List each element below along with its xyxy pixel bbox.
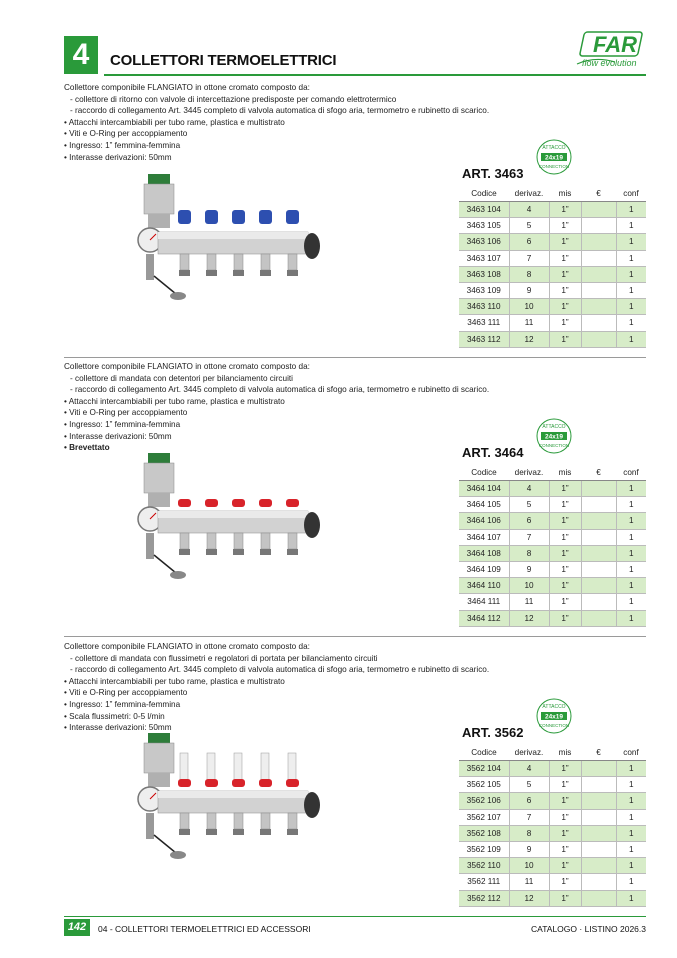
table-row — [459, 610, 646, 626]
table-cell: 1 — [616, 202, 646, 218]
description-bullet: • Viti e O-Ring per accoppiamento — [64, 129, 188, 139]
table-cell: 3463 112 — [459, 331, 509, 347]
description-bullet: • Attacchi intercambiabili per tubo rame, plastica e multistrato — [64, 676, 285, 686]
table-cell: 3464 108 — [459, 545, 509, 561]
table-cell — [581, 202, 616, 218]
description-sub-item: - collettore di mandata con detentori per bilanciamento circuiti — [70, 373, 293, 383]
description-bullet-bold: • Brevettato — [64, 443, 110, 453]
table-header-cell: derivaz. — [509, 186, 549, 202]
table-cell: 1 — [616, 777, 646, 793]
table-row — [459, 594, 646, 610]
table-cell: 1” — [549, 858, 581, 874]
table-header-cell: conf — [616, 745, 646, 761]
chapter-number: 4 — [64, 36, 98, 74]
manifold-product-image — [128, 731, 328, 871]
badge-top-text: ATTACCO — [542, 145, 566, 151]
badge-bottom-text: CONNECTION — [538, 723, 570, 728]
table-cell: 3464 112 — [459, 610, 509, 626]
description-intro: Collettore componibile FLANGIATO in ottone cromato composto da: — [64, 362, 310, 371]
table-cell: 3562 104 — [459, 761, 509, 777]
table-row — [459, 282, 646, 298]
table-cell: 1” — [549, 545, 581, 561]
table-cell: 1” — [549, 841, 581, 857]
description-sub-item: - collettore di mandata con flussimetri e regolatori di portata per bilanciamento circuiti — [70, 653, 378, 663]
table-row — [459, 545, 646, 561]
table-cell: 12 — [509, 331, 549, 347]
table-cell — [581, 250, 616, 266]
table-cell: 7 — [509, 809, 549, 825]
description-sub-item: - raccordo di collegamento Art. 3445 completo di valvola automatica di sfogo aria, termometro e rubinetto di scarico. — [70, 385, 490, 395]
table-cell: 8 — [509, 825, 549, 841]
price-table — [459, 745, 646, 907]
badge-bottom-text: CONNECTION — [538, 164, 570, 169]
table-cell: 1 — [616, 561, 646, 577]
table-cell: 3463 109 — [459, 282, 509, 298]
article-code: ART. 3562 — [462, 725, 524, 740]
table-cell: 10 — [509, 858, 549, 874]
table-header-cell: € — [581, 186, 616, 202]
table-row — [459, 234, 646, 250]
table-row — [459, 841, 646, 857]
manifold-product-image — [128, 172, 328, 312]
description-bullet: • Interasse derivazioni: 50mm — [64, 431, 172, 441]
badge-top-text: ATTACCO — [542, 424, 566, 430]
table-cell: 11 — [509, 315, 549, 331]
table-cell: 8 — [509, 545, 549, 561]
table-cell: 11 — [509, 594, 549, 610]
logo-wordmark: FAR — [593, 32, 637, 57]
table-cell: 1” — [549, 761, 581, 777]
footer-catalog: CATALOGO · LISTINO 2026.3 — [531, 924, 646, 934]
table-header-cell: mis — [549, 186, 581, 202]
page-title: COLLETTORI TERMOELETTRICI — [110, 52, 337, 69]
table-cell — [581, 282, 616, 298]
table-cell — [581, 874, 616, 890]
table-cell: 1 — [616, 874, 646, 890]
table-cell: 1” — [549, 282, 581, 298]
table-cell — [581, 841, 616, 857]
table-header-cell: derivaz. — [509, 745, 549, 761]
connection-badge-icon — [535, 417, 573, 455]
table-cell — [581, 610, 616, 626]
table-cell: 1” — [549, 777, 581, 793]
section-divider — [64, 636, 646, 637]
table-cell: 1” — [549, 874, 581, 890]
table-cell: 4 — [509, 761, 549, 777]
table-row — [459, 250, 646, 266]
manifold-product-image — [128, 451, 328, 591]
table-cell: 3562 110 — [459, 858, 509, 874]
table-cell: 3464 111 — [459, 594, 509, 610]
badge-size-text: 24x19 — [544, 713, 564, 721]
table-row — [459, 299, 646, 315]
table-header-cell: Codice — [459, 465, 509, 481]
table-cell: 1 — [616, 266, 646, 282]
table-cell: 1 — [616, 299, 646, 315]
table-cell: 9 — [509, 561, 549, 577]
section-description — [64, 361, 489, 454]
table-cell: 1 — [616, 497, 646, 513]
table-cell: 8 — [509, 266, 549, 282]
table-cell: 1 — [616, 282, 646, 298]
table-cell: 3562 109 — [459, 841, 509, 857]
table-header-cell: mis — [549, 465, 581, 481]
table-cell — [581, 331, 616, 347]
table-cell: 1 — [616, 250, 646, 266]
table-cell: 3464 110 — [459, 578, 509, 594]
section-description — [64, 82, 489, 163]
table-cell — [581, 299, 616, 315]
table-cell: 11 — [509, 874, 549, 890]
table-cell: 1” — [549, 529, 581, 545]
badge-top-text: ATTACCO — [542, 704, 566, 710]
table-cell: 1 — [616, 809, 646, 825]
description-bullet: • Viti e O-Ring per accoppiamento — [64, 408, 188, 418]
table-cell — [581, 761, 616, 777]
table-cell: 3562 112 — [459, 890, 509, 906]
description-bullet: • Ingresso: 1” femmina-femmina — [64, 699, 181, 709]
description-bullet: • Viti e O-Ring per accoppiamento — [64, 688, 188, 698]
table-cell — [581, 497, 616, 513]
table-cell: 1” — [549, 793, 581, 809]
table-cell: 1 — [616, 761, 646, 777]
table-header-cell: Codice — [459, 745, 509, 761]
table-cell: 1 — [616, 234, 646, 250]
badge-bottom-text: CONNECTION — [538, 443, 570, 448]
table-cell — [581, 218, 616, 234]
table-header-cell: mis — [549, 745, 581, 761]
table-cell: 3562 107 — [459, 809, 509, 825]
table-row — [459, 529, 646, 545]
table-cell: 3463 107 — [459, 250, 509, 266]
table-cell — [581, 481, 616, 497]
table-cell: 6 — [509, 513, 549, 529]
description-bullet: • Ingresso: 1” femmina-femmina — [64, 419, 181, 429]
table-cell: 1 — [616, 793, 646, 809]
table-cell — [581, 594, 616, 610]
table-cell: 6 — [509, 234, 549, 250]
table-header-cell: conf — [616, 465, 646, 481]
table-cell: 1” — [549, 331, 581, 347]
table-row — [459, 561, 646, 577]
table-cell: 1” — [549, 890, 581, 906]
table-cell: 3463 111 — [459, 315, 509, 331]
page-number: 142 — [64, 919, 90, 936]
description-sub-item: - raccordo di collegamento Art. 3445 completo di valvola automatica di sfogo aria, termometro e rubinetto di scarico. — [70, 665, 490, 675]
article-code: ART. 3463 — [462, 166, 524, 181]
table-cell — [581, 858, 616, 874]
table-cell: 1” — [549, 610, 581, 626]
table-row — [459, 202, 646, 218]
table-row — [459, 809, 646, 825]
footer-divider — [64, 916, 646, 917]
table-row — [459, 874, 646, 890]
table-cell: 3463 110 — [459, 299, 509, 315]
description-bullet: • Scala flussimetri: 0-5 l/min — [64, 711, 165, 721]
table-row — [459, 777, 646, 793]
table-cell: 1 — [616, 594, 646, 610]
table-cell: 3464 105 — [459, 497, 509, 513]
table-cell: 9 — [509, 841, 549, 857]
table-cell: 1 — [616, 218, 646, 234]
table-cell: 1 — [616, 578, 646, 594]
table-row — [459, 497, 646, 513]
price-table — [459, 465, 646, 627]
table-cell: 10 — [509, 578, 549, 594]
table-cell: 3463 105 — [459, 218, 509, 234]
description-bullet: • Attacchi intercambiabili per tubo rame, plastica e multistrato — [64, 396, 285, 406]
description-bullet: • Attacchi intercambiabili per tubo rame, plastica e multistrato — [64, 117, 285, 127]
table-cell: 1” — [549, 266, 581, 282]
table-cell: 1” — [549, 315, 581, 331]
table-cell — [581, 266, 616, 282]
description-bullet: • Interasse derivazioni: 50mm — [64, 723, 172, 733]
table-cell: 7 — [509, 529, 549, 545]
table-cell: 9 — [509, 282, 549, 298]
table-cell: 3562 105 — [459, 777, 509, 793]
table-cell: 1 — [616, 545, 646, 561]
table-cell: 1” — [549, 497, 581, 513]
table-cell: 3464 106 — [459, 513, 509, 529]
table-cell: 1 — [616, 858, 646, 874]
table-cell: 1 — [616, 529, 646, 545]
table-cell: 1” — [549, 250, 581, 266]
table-cell: 1” — [549, 513, 581, 529]
table-cell: 1” — [549, 825, 581, 841]
table-row — [459, 513, 646, 529]
connection-badge-icon — [535, 138, 573, 176]
table-cell — [581, 513, 616, 529]
price-table — [459, 186, 646, 348]
table-cell — [581, 234, 616, 250]
table-cell: 1” — [549, 218, 581, 234]
table-cell: 12 — [509, 890, 549, 906]
table-cell — [581, 890, 616, 906]
footer-chapter: 04 - COLLETTORI TERMOELETTRICI ED ACCESSORI — [98, 924, 311, 934]
table-cell — [581, 578, 616, 594]
table-cell: 1” — [549, 299, 581, 315]
table-cell: 1” — [549, 809, 581, 825]
table-cell: 1 — [616, 610, 646, 626]
logo-tagline: flow evolution — [582, 58, 637, 68]
table-row — [459, 793, 646, 809]
table-cell — [581, 793, 616, 809]
table-cell: 3463 106 — [459, 234, 509, 250]
table-cell: 5 — [509, 777, 549, 793]
table-header-cell: derivaz. — [509, 465, 549, 481]
table-row — [459, 761, 646, 777]
table-row — [459, 578, 646, 594]
table-cell — [581, 545, 616, 561]
table-cell: 1” — [549, 202, 581, 218]
table-cell: 1 — [616, 890, 646, 906]
connection-badge-icon — [535, 697, 573, 735]
description-intro: Collettore componibile FLANGIATO in ottone cromato composto da: — [64, 83, 310, 92]
table-cell — [581, 561, 616, 577]
table-cell: 5 — [509, 497, 549, 513]
table-cell: 10 — [509, 299, 549, 315]
table-cell: 3562 108 — [459, 825, 509, 841]
table-cell: 1” — [549, 481, 581, 497]
table-cell: 3562 106 — [459, 793, 509, 809]
description-sub-item: - collettore di ritorno con valvole di intercettazione predisposte per comando elettrotermico — [70, 94, 397, 104]
section-divider — [64, 357, 646, 358]
table-cell: 3463 108 — [459, 266, 509, 282]
table-cell — [581, 777, 616, 793]
table-row — [459, 890, 646, 906]
article-code: ART. 3464 — [462, 445, 524, 460]
table-cell: 4 — [509, 202, 549, 218]
table-cell: 5 — [509, 218, 549, 234]
table-row — [459, 825, 646, 841]
section-description — [64, 641, 489, 734]
table-cell: 3464 104 — [459, 481, 509, 497]
header-divider — [104, 74, 646, 76]
table-cell — [581, 315, 616, 331]
badge-size-text: 24x19 — [544, 154, 564, 162]
table-cell: 3464 107 — [459, 529, 509, 545]
table-cell: 1 — [616, 315, 646, 331]
table-cell: 3562 111 — [459, 874, 509, 890]
table-cell: 1” — [549, 594, 581, 610]
table-cell: 1 — [616, 481, 646, 497]
description-bullet: • Interasse derivazioni: 50mm — [64, 152, 172, 162]
table-cell: 1” — [549, 561, 581, 577]
table-cell: 7 — [509, 250, 549, 266]
table-cell: 3463 104 — [459, 202, 509, 218]
table-cell: 1” — [549, 578, 581, 594]
table-cell: 1 — [616, 331, 646, 347]
table-row — [459, 331, 646, 347]
table-cell — [581, 809, 616, 825]
badge-size-text: 24x19 — [544, 433, 564, 441]
table-cell: 3464 109 — [459, 561, 509, 577]
table-cell: 1 — [616, 841, 646, 857]
table-header-cell: conf — [616, 186, 646, 202]
table-cell: 1 — [616, 825, 646, 841]
table-header-cell: € — [581, 745, 616, 761]
table-cell — [581, 529, 616, 545]
table-cell: 1” — [549, 234, 581, 250]
table-row — [459, 481, 646, 497]
table-cell: 12 — [509, 610, 549, 626]
table-row — [459, 266, 646, 282]
table-cell: 1 — [616, 513, 646, 529]
description-sub-item: - raccordo di collegamento Art. 3445 completo di valvola automatica di sfogo aria, termometro e rubinetto di scarico. — [70, 106, 490, 116]
description-intro: Collettore componibile FLANGIATO in ottone cromato composto da: — [64, 642, 310, 651]
table-cell: 4 — [509, 481, 549, 497]
table-row — [459, 315, 646, 331]
description-bullet: • Ingresso: 1” femmina-femmina — [64, 140, 181, 150]
table-cell: 6 — [509, 793, 549, 809]
table-header-cell: Codice — [459, 186, 509, 202]
table-cell — [581, 825, 616, 841]
table-header-cell: € — [581, 465, 616, 481]
table-row — [459, 218, 646, 234]
table-row — [459, 858, 646, 874]
